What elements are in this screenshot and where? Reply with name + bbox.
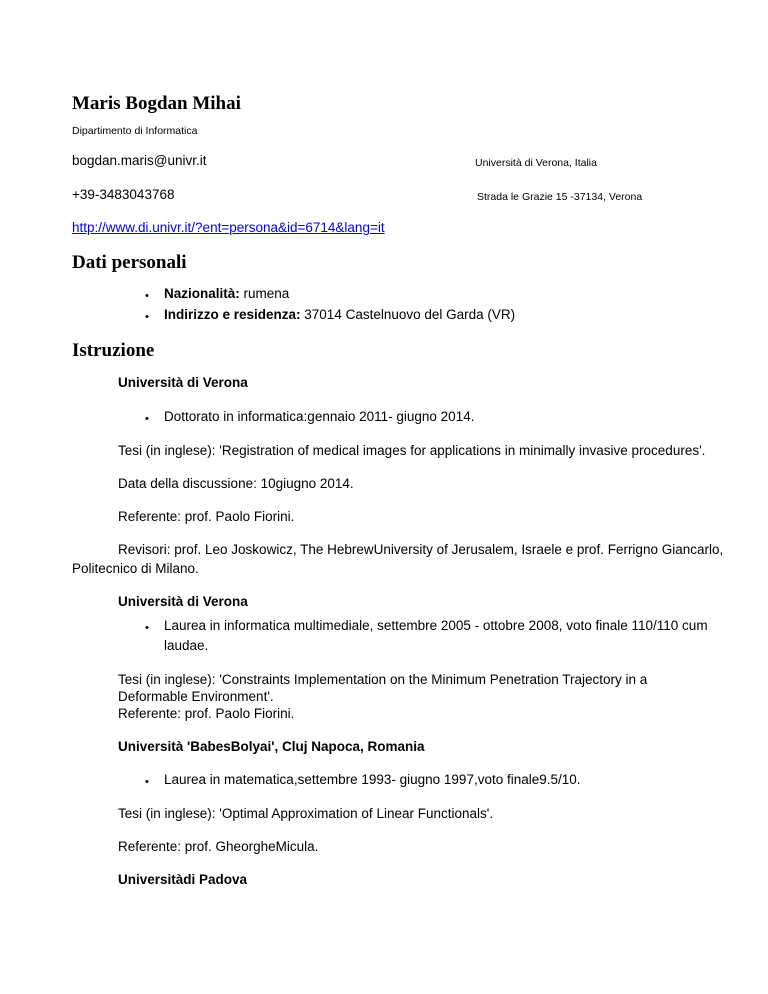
degree-item-line-2: laudae.	[164, 638, 209, 653]
value: rumena	[239, 286, 290, 301]
department: Dipartimento di Informatica	[72, 125, 198, 137]
bullet-icon: •	[145, 413, 149, 425]
label: Nazionalità:	[164, 286, 240, 301]
degree-item: Dottorato in informatica:gennaio 2011- giugno 2014.	[164, 409, 475, 424]
section-heading-education: Istruzione	[72, 340, 155, 361]
institution-name: Universitàdi Padova	[118, 872, 248, 887]
value: 37014 Castelnuovo del Garda (VR)	[300, 307, 516, 322]
person-name: Maris Bogdan Mihai	[72, 93, 241, 114]
reviewers-line-1: Revisori: prof. Leo Joskowicz, The HebrewUniversity of Jerusalem, Israele e prof. Ferrigno Giancarlo,	[118, 542, 724, 557]
discussion-date: Data della discussione: 10giugno 2014.	[118, 476, 354, 491]
reviewers-line-2: Politecnico di Milano.	[72, 561, 199, 576]
bullet-icon: •	[145, 311, 149, 323]
thesis-line-1: Tesi (in inglese): 'Constraints Implementation on the Minimum Penetration Trajectory in a	[118, 672, 648, 687]
referent: Referente: prof. GheorgheMicula.	[118, 839, 319, 854]
section-heading-personal: Dati personali	[72, 252, 187, 273]
institution-name: Università di Verona	[118, 375, 248, 390]
referent: Referente: prof. Paolo Fiorini.	[118, 509, 295, 524]
address: Strada le Grazie 15 -37134, Verona	[477, 191, 643, 203]
referent: Referente: prof. Paolo Fiorini.	[118, 706, 295, 721]
thesis: Tesi (in inglese): 'Optimal Approximation of Linear Functionals'.	[118, 806, 494, 821]
email[interactable]: bogdan.maris@univr.it	[72, 153, 207, 168]
bullet-icon: •	[145, 776, 149, 788]
institution-name: Università 'BabesBolyai', Cluj Napoca, Romania	[118, 739, 425, 754]
institution-name: Università di Verona	[118, 594, 248, 609]
thesis-line-2: Deformable Environment'.	[118, 689, 274, 704]
list-item-address	[164, 307, 515, 322]
bullet-icon: •	[145, 622, 149, 634]
list-item-nationality	[164, 286, 289, 301]
profile-link[interactable]: http://www.di.univr.it/?ent=persona&id=6714&lang=it	[72, 220, 385, 235]
thesis: Tesi (in inglese): 'Registration of medical images for applications in minimally invasive procedures'.	[118, 443, 706, 458]
phone[interactable]: +39-3483043768	[72, 187, 175, 202]
degree-item-line-1: Laurea in informatica multimediale, settembre 2005 - ottobre 2008, voto finale 110/110 cum	[164, 618, 708, 633]
degree-item: Laurea in matematica,settembre 1993- giugno 1997,voto finale9.5/10.	[164, 772, 581, 787]
label: Indirizzo e residenza:	[164, 307, 301, 322]
bullet-icon: •	[145, 290, 149, 302]
university-location: Università di Verona, Italia	[475, 157, 597, 169]
